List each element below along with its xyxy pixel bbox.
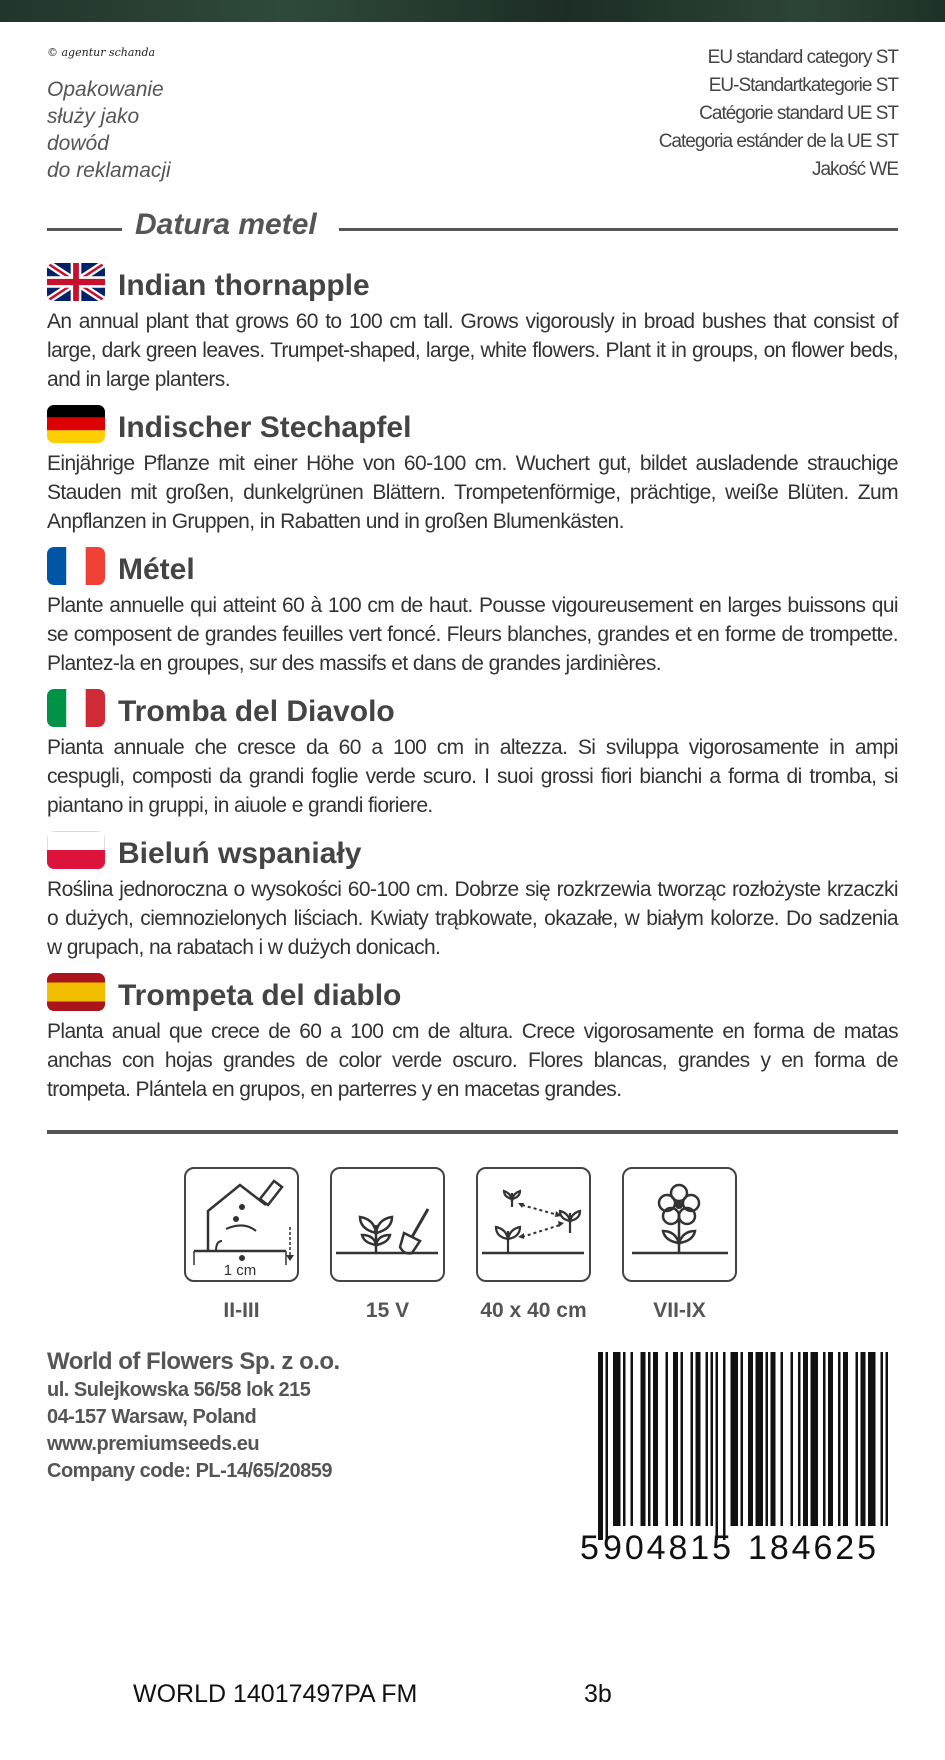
section-german xyxy=(47,405,898,536)
barcode-bar xyxy=(706,1352,709,1526)
barcode-bar xyxy=(798,1352,801,1526)
cultivation-icons xyxy=(0,1167,945,1327)
poland-flag-icon xyxy=(47,831,105,869)
print-side: 3b xyxy=(584,1680,612,1708)
indoor-sowing-icon xyxy=(184,1167,299,1282)
section-text: Pianta annuale che cresce da 60 a 100 cm in altezza. Si sviluppa vigorosamente in ampi cespugli, composti da grandi foglie verde scuro. I suoi grossi fiori bianchi a forma di tromba, si piantano in gruppi, in aiuole e grandi fioriere. xyxy=(47,736,898,817)
barcode-bar xyxy=(598,1352,603,1540)
claim-line: do reklamacji xyxy=(47,159,171,182)
barcode-digits-left: 904815 xyxy=(603,1529,731,1564)
spain-flag-icon xyxy=(47,973,105,1011)
barcode-bar xyxy=(868,1352,876,1526)
barcode-bar xyxy=(803,1352,808,1526)
barcode-bar xyxy=(823,1352,826,1526)
barcode-bar xyxy=(648,1352,651,1526)
outdoor-planting-icon xyxy=(330,1167,445,1282)
planting-date-label: 15 V xyxy=(365,1299,410,1322)
uk-flag-icon xyxy=(47,263,105,301)
barcode-bar xyxy=(741,1352,744,1526)
section-text: Plante annuelle qui atteint 60 à 100 cm de haut. Pousse vigoureusement en larges buissons qui se composent de grandes feuilles vert foncé. Fleurs blanches, grandes et en forme de trompette. Plantez-la en groupes, sur des massifs et dans de grandes jardinières. xyxy=(47,594,898,675)
section-title: Métel xyxy=(118,553,195,586)
barcode-bar xyxy=(723,1352,726,1540)
barcode-bar xyxy=(791,1352,794,1526)
barcode-bar xyxy=(653,1352,658,1526)
company-code: Company code: PL-14/65/20859 xyxy=(47,1460,333,1482)
barcode-bar xyxy=(881,1352,884,1526)
eu-line: Categoria estánder de la UE ST xyxy=(658,131,898,152)
spacing-icon xyxy=(476,1167,591,1282)
germany-flag-icon xyxy=(47,405,105,443)
barcode-bar xyxy=(631,1352,634,1526)
house-seed-icon xyxy=(186,1169,297,1280)
barcode-bar xyxy=(781,1352,784,1526)
barcode-bar xyxy=(606,1352,609,1540)
rule-left xyxy=(47,228,122,231)
barcode-bar xyxy=(856,1352,859,1526)
barcode-bar xyxy=(838,1352,841,1526)
barcode-bar xyxy=(731,1352,739,1526)
section-text: An annual plant that grows 60 to 100 cm tall. Grows vigorously in broad bushes that consist of large, dark green leaves. Trumpet-shaped, large, white flowers. Plant it in groups, on flower beds, and in large planters. xyxy=(47,310,898,391)
france-flag-icon xyxy=(47,547,105,585)
barcode-bar xyxy=(771,1352,776,1526)
barcode-bar xyxy=(886,1352,889,1526)
flowering-icon xyxy=(622,1167,737,1282)
barcode-bar xyxy=(681,1352,684,1526)
barcode-bar xyxy=(861,1352,866,1526)
barcode-bars xyxy=(572,1352,898,1564)
claim-line: dowód xyxy=(47,132,109,155)
claim-line: służy jako xyxy=(47,105,140,128)
barcode-digit-first: 5 xyxy=(580,1529,599,1564)
section-spanish xyxy=(47,973,898,1104)
section-text: Planta anual que crece de 60 a 100 cm de altura. Crece vigorosamente en forma de matas anchas con hojas grandes de color verde oscuro. Flores blancas, grandes y en forma de trompeta. Plántela en grupos, en parterres y en macetas grandes. xyxy=(47,1020,898,1101)
barcode-bar xyxy=(716,1352,719,1540)
section-polish xyxy=(47,831,898,962)
barcode-bar xyxy=(613,1352,621,1526)
barcode-bar xyxy=(666,1352,669,1526)
spacing-label: 40 x 40 cm xyxy=(480,1299,587,1322)
company-address xyxy=(47,1347,340,1485)
italy-flag-icon xyxy=(47,689,105,727)
barcode-digits-right: 184625 xyxy=(748,1529,876,1564)
barcode-bar xyxy=(623,1352,626,1526)
barcode-bar xyxy=(696,1352,701,1526)
company-name: World of Flowers Sp. z o.o. xyxy=(47,1348,340,1375)
barcode-bar xyxy=(641,1352,646,1526)
print-code: WORLD 14017497PA FM xyxy=(133,1680,418,1708)
section-title: Indian thornapple xyxy=(118,269,370,302)
barcode-bar xyxy=(843,1352,848,1526)
section-title: Trompeta del diablo xyxy=(118,979,402,1012)
section-title: Indischer Stechapfel xyxy=(118,411,412,444)
eu-line: Jakość WE xyxy=(811,159,898,180)
eu-line: EU standard category ST xyxy=(707,47,898,68)
latin-name: Datura metel xyxy=(135,208,317,241)
barcode-bar xyxy=(828,1352,833,1526)
barcode-bar xyxy=(673,1352,678,1526)
agency-credit: © agentur schanda xyxy=(47,46,156,59)
ean-barcode xyxy=(572,1352,898,1564)
flowering-date-label: VII-IX xyxy=(653,1299,706,1322)
barcode-bar xyxy=(766,1352,769,1526)
rule-right xyxy=(339,228,898,231)
eu-standard-block xyxy=(659,44,898,184)
sowing-date-label: II-III xyxy=(223,1299,260,1322)
eu-line: Catégorie standard UE ST xyxy=(699,103,898,124)
claim-line: Opakowanie xyxy=(47,78,164,101)
section-divider xyxy=(47,1130,898,1134)
barcode-bar xyxy=(748,1352,753,1526)
complaint-note xyxy=(47,76,171,184)
top-photo-band xyxy=(0,0,945,22)
flower-icon xyxy=(624,1169,735,1280)
section-text: Roślina jednoroczna o wysokości 60-100 cm. Dobrze się rozkrzewia tworząc rozłożyste krzaczki o dużych, ciemnozielonych liściach. Kwiaty trąbkowate, okazałe, w białym kolorze. Do sadzenia w grupach, na rabatach i w dużych donicach. xyxy=(47,878,898,959)
barcode-bar xyxy=(811,1352,819,1526)
company-street: ul. Sulejkowska 56/58 lok 215 xyxy=(47,1379,311,1401)
latin-name-row xyxy=(47,208,898,248)
barcode-bar xyxy=(711,1352,714,1526)
section-french xyxy=(47,547,898,678)
barcode-bar xyxy=(756,1352,764,1526)
company-city: 04-157 Warsaw, Poland xyxy=(47,1406,257,1428)
section-italian xyxy=(47,689,898,820)
plant-spacing-icon xyxy=(478,1169,589,1280)
eu-line: EU-Standartkategorie ST xyxy=(708,75,898,96)
depth-label: 1 cm xyxy=(223,1262,257,1279)
section-text: Einjährige Pflanze mit einer Höhe von 60-100 cm. Wuchert gut, bildet ausladende strauchige Stauden mit großen, dunkelgrünen Blättern. Trompetenförmige, prächtige, weiße Blüten. Zum Anpflanzen in Gruppen, in Rabatten und in großen Blumenkästen. xyxy=(47,452,898,533)
barcode-bar xyxy=(691,1352,694,1526)
company-website: www.premiumseeds.eu xyxy=(47,1433,260,1455)
section-title: Bieluń wspaniały xyxy=(118,837,362,870)
section-english xyxy=(47,263,898,394)
section-title: Tromba del Diavolo xyxy=(118,695,395,728)
seedling-shovel-icon xyxy=(332,1169,443,1280)
